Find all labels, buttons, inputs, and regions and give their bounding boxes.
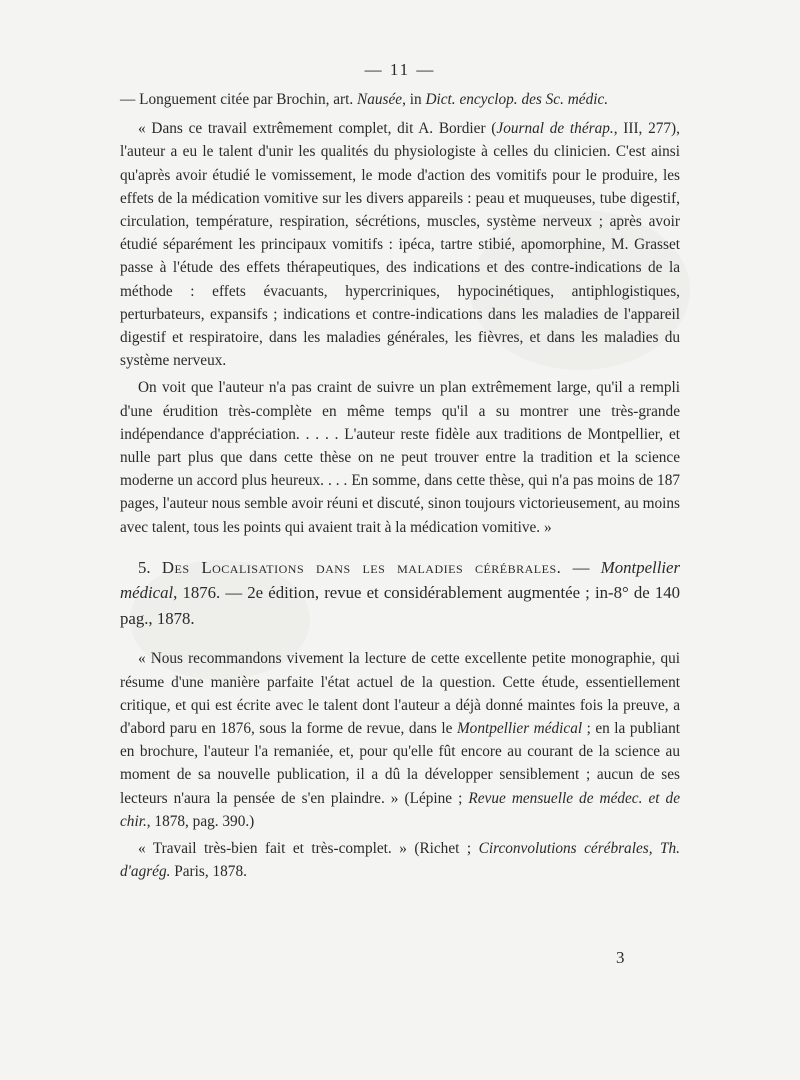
heading-title: Des Localisations dans les maladies cérébrales.	[161, 557, 562, 577]
text-run: « Dans ce travail extrêmement complet, dit A. Bordier (	[138, 120, 497, 138]
paragraph-lepine-quote	[120, 647, 680, 833]
paragraph-richet-quote	[120, 837, 680, 883]
text-run: — Longuement citée par Brochin, art.	[120, 91, 358, 108]
italic-run: Circonvolutions cérébrales, Th. d'agrég.	[120, 839, 680, 881]
text-run: —	[561, 557, 601, 577]
italic-run: Revue mensuelle de médec. et de chir.	[120, 789, 680, 830]
italic-run: Nausée	[357, 91, 403, 108]
italic-run: Journal de thérap.	[496, 120, 614, 138]
text-run: Paris, 1878.	[170, 863, 247, 881]
section-heading-localisations	[120, 555, 680, 632]
page-number: — 11 —	[364, 60, 436, 79]
text-run: , 1878, pag. 390.)	[146, 812, 255, 830]
paragraph-bordier-quote	[120, 117, 680, 372]
signature-mark: 3	[616, 948, 625, 967]
heading-number: 5.	[138, 557, 162, 577]
paragraph-conclusion: On voit que l'auteur n'a pas craint de suivre un plan extrêmement large, qu'il a rempli d'une érudition très-complète en même temps qu'il a su montrer une très-grande indépendance d'appréciation. . . . . L'auteur reste fidèle aux traditions de Montpellier, et nulle part plus que dans cette thèse on ne peut trouver entre la tradition et la science moderne un accord plus heureux. . . . En somme, dans cette thèse, qui n'a pas moins de 187 pages, l'auteur nous semble avoir réuni et discuté, sinon toujours victorieusement, au moins avec talent, tous les points qui avaient trait à la médication vomitive. »	[120, 379, 680, 536]
italic-run: Montpellier médical	[456, 719, 583, 737]
text-run: , III, 277), l'auteur a eu le talent d'unir les qualités du physiologiste à celles du clinicien. C'est ainsi qu'après avoir étudié le vomissement, le mode d'action des vomitifs pour le produire, les effets de la médication vomitive sur les divers appareils : peau et muqueuses, tube digestif, circulation, température, respiration, sécrétions, muscles, système nerveux ; après avoir étudié séparément les principaux vomitifs : ipéca, tartre stibié, apomorphine, M. Grasset passe à l'étude des effets thérapeutiques, des indications et des contre-indications de la méthode : effets évacuants, hypercriniques, hypocinétiques, antiphlogistiques, perturbateurs, expansifs ; indications et contre-indications dans les maladies de l'appareil digestif et respiratoire, dans les maladies générales, les fièvres, et dans les maladies du système nerveux.	[120, 120, 680, 370]
italic-run: Dict. encyclop. des Sc. médic.	[425, 91, 609, 108]
text-run: , 1876. — 2e édition, revue et considérablement augmentée ; in-8° de 140 pag., 1878.	[120, 583, 680, 628]
text-run: ; en la publiant en brochure, l'auteur l'a remaniée, et, pour qu'elle fût encore au courant de la science au moment de sa nouvelle publication, il a dû la développer sensiblement ; aucun de ses lecteurs n'aura la pensée de s'en plaindre. » (Lépine ;	[120, 719, 680, 807]
text-run: « Travail très-bien fait et très-complet. » (Richet ;	[138, 839, 479, 857]
paragraph-citation-brochin	[120, 88, 680, 111]
text-run: « Nous recommandons vivement la lecture de cette excellente petite monographie, qui résume d'une manière parfaite l'état actuel de la question. Cette étude, essentiellement critique, et qui est écrite avec le talent dont l'auteur a déjà donné maintes fois la preuve, a d'abord paru en 1876, sous la forme de revue, dans le	[120, 650, 680, 737]
text-run: , in	[402, 91, 426, 108]
italic-run: Montpellier médical	[120, 557, 681, 603]
body-text	[120, 88, 680, 883]
